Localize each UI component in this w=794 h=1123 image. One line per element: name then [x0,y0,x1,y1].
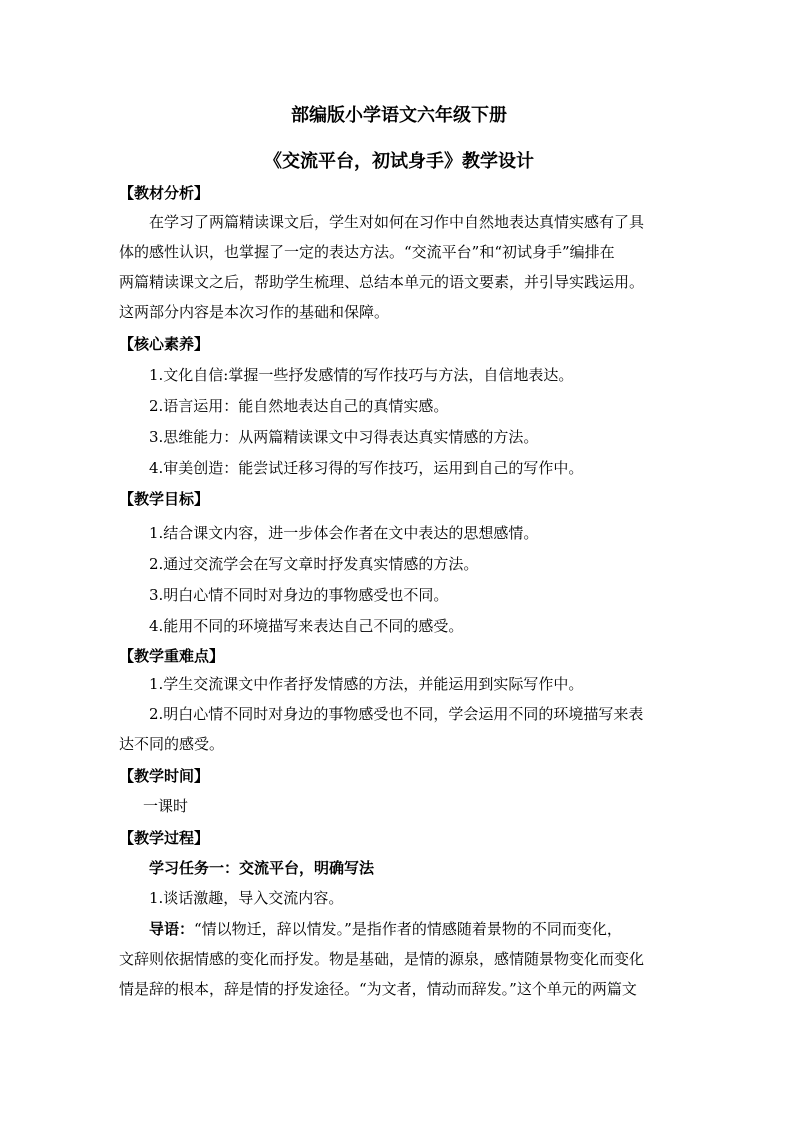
section-process [119,828,679,999]
intro-paragraph-line [119,919,679,939]
list-item: 1.结合课文内容，进一步体会作者在文中表达的思想感情。 [149,524,539,542]
section-keypoints [119,646,679,754]
section-goals [119,489,679,636]
intro-label: 导语： [149,920,195,938]
section-heading-literacy: 【核心素养】 [119,335,210,353]
list-item: 1.学生交流课文中作者抒发情感的方法，并能运用到实际写作中。 [149,675,584,693]
paragraph-line: 体的感性认识，也掌握了一定的表达方法。“交流平台”和“初试身手”编排在 [119,243,615,261]
paragraph-line: 这两部分内容是本次习作的基础和保障。 [119,303,390,321]
section-analysis [119,183,679,322]
section-time [119,766,679,816]
paragraph-line: 达不同的感受。 [119,735,225,753]
list-item: 4.能用不同的环境描写来表达自己不同的感受。 [149,617,464,635]
task-heading: 学习任务一：交流平台，明确写法 [149,859,375,877]
section-literacy [119,334,679,478]
document-page [119,100,679,999]
section-heading-keypoints: 【教学重难点】 [119,647,225,665]
paragraph-line: 情是辞的根本，辞是情的抒发途径。“为文者，情动而辞发。”这个单元的两篇文 [119,980,637,998]
section-heading-goals: 【教学目标】 [119,490,210,508]
list-item: 4.审美创造：能尝试迁移习得的写作技巧，运用到自己的写作中。 [149,459,584,477]
list-item: 2.明白心情不同时对身边的事物感受也不同，学会运用不同的环境描写来表 [149,705,644,723]
time-value: 一课时 [143,797,189,815]
paragraph-line: 在学习了两篇精读课文后，学生对如何在习作中自然地表达真情实感有了具 [149,213,645,231]
document-subtitle: 《交流平台，初试身手》教学设计 [264,151,534,172]
section-heading-analysis: 【教材分析】 [119,184,210,202]
section-heading-process: 【教学过程】 [119,829,210,847]
list-item: 2.语言运用：能自然地表达自己的真情实感。 [149,397,449,415]
paragraph-line: 两篇精读课文之后，帮助学生梳理、总结本单元的语文要素，并引导实践运用。 [119,273,645,291]
paragraph-line: 文辞则依据情感的变化而抒发。物是基础，是情的源泉，感情随景物变化而变化 [119,950,645,968]
document-title: 部编版小学语文六年级下册 [291,105,507,126]
list-item: 1.谈话激趣，导入交流内容。 [149,889,344,907]
list-item: 3.明白心情不同时对身边的事物感受也不同。 [149,586,449,604]
list-item: 2.通过交流学会在写文章时抒发真实情感的方法。 [149,555,479,573]
section-heading-time: 【教学时间】 [119,767,210,785]
intro-text: “情以物迁，辞以情发。”是指作者的情感随着景物的不同而变化， [194,920,622,938]
list-item: 1.文化自信:掌握一些抒发感情的写作技巧与方法，自信地表达。 [149,366,574,384]
list-item: 3.思维能力：从两篇精读课文中习得表达真实情感的方法。 [149,428,539,446]
